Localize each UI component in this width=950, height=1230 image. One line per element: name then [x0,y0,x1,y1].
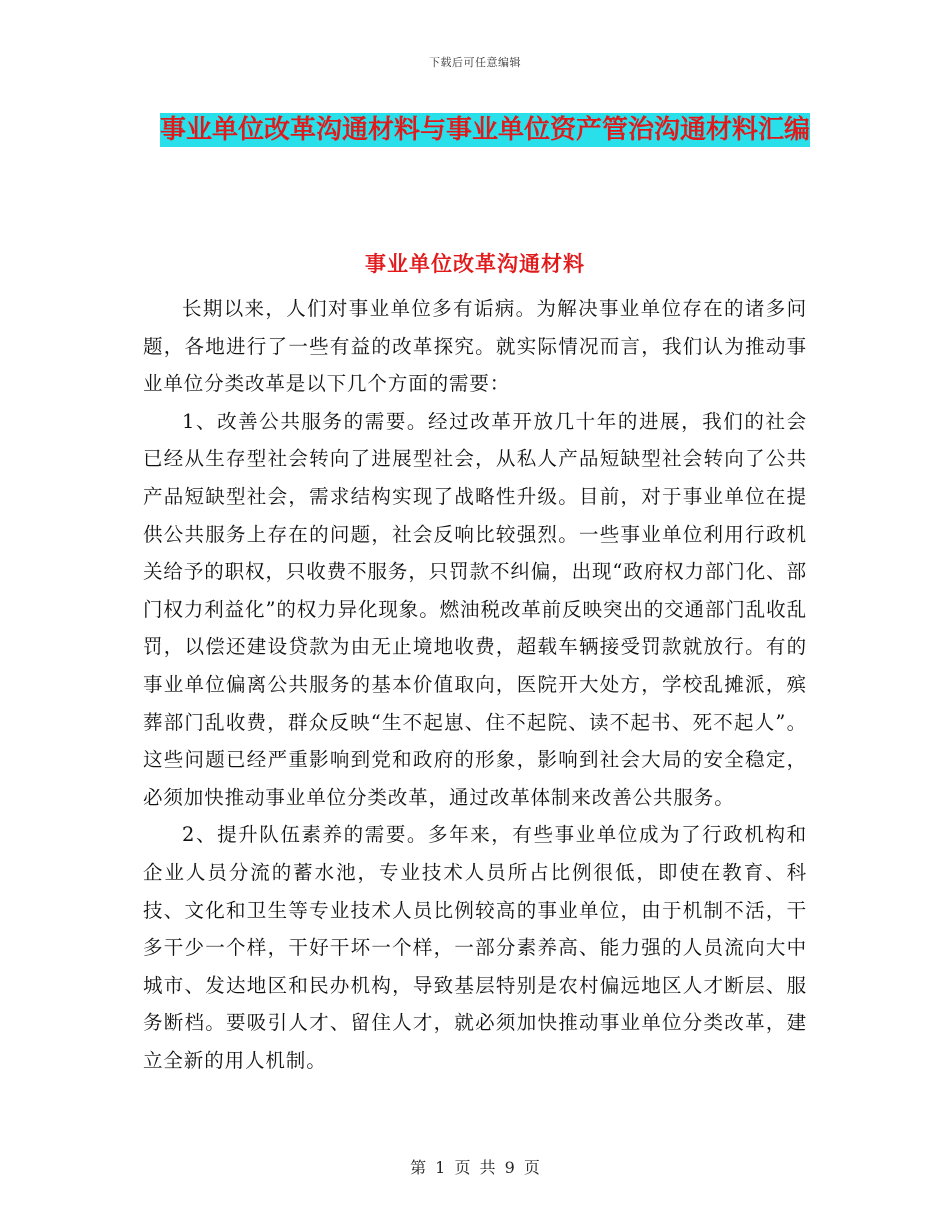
document-title [140,106,830,154]
document-title-text: 事业单位改革沟通材料与事业单位资产管治沟通材料汇编 [159,115,810,145]
section-title: 事业单位改革沟通材料 [365,252,585,276]
page-number: 第 1 页 共 9 页 [410,1158,540,1177]
paragraph-intro: 长期以来，人们对事业单位多有诟病。为解决事业单位存在的诸多问题，各地进行了一些有益的改革探究。就实际情况而言，我们认为推动事业单位分类改革是以下几个方面的需要： [143,297,807,396]
paragraph-point-2: 2、提升队伍素养的需要。多年来，有些事业单位成为了行政机构和企业人员分流的蓄水池，专业技术人员所占比例很低，即使在教育、科技、文化和卫生等专业技术人员比例较高的事业单位，由于机制不活，干多干少一个样，干好干坏一个样，一部分素养高、能力强的人员流向大中城市、发达地区和民办机构，导致基层特别是农村偏远地区人才断层、服务断档。要吸引人才、留住人才，就必须加快推动事业单位分类改革，建立全新的用人机制。 [143,823,807,1072]
paragraph-point-1: 1、改善公共服务的需要。经过改革开放几十年的进展，我们的社会已经从生存型社会转向了进展型社会，从私人产品短缺型社会转向了公共产品短缺型社会，需求结构实现了战略性升级。目前，对于事业单位在提供公共服务上存在的问题，社会反响比较强烈。一些事业单位利用行政机关给予的职权，只收费不服务，只罚款不纠偏，出现“政府权力部门化、部门权力利益化”的权力异化现象。燃油税改革前反映突出的交通部门乱收乱罚，以偿还建设贷款为由无止境地收费，超载车辆接受罚款就放行。有的事业单位偏离公共服务的基本价值取向，医院开大处方，学校乱摊派，殡葬部门乱收费，群众反映“生不起崽、住不起院、读不起书、死不起人”。这些问题已经严重影响到党和政府的形象，影响到社会大局的安全稳定，必须加快推动事业单位分类改革，通过改革体制来改善公共服务。 [143,409,807,809]
document-body [143,290,807,1079]
page-header-note: 下载后可任意编辑 [429,56,521,69]
